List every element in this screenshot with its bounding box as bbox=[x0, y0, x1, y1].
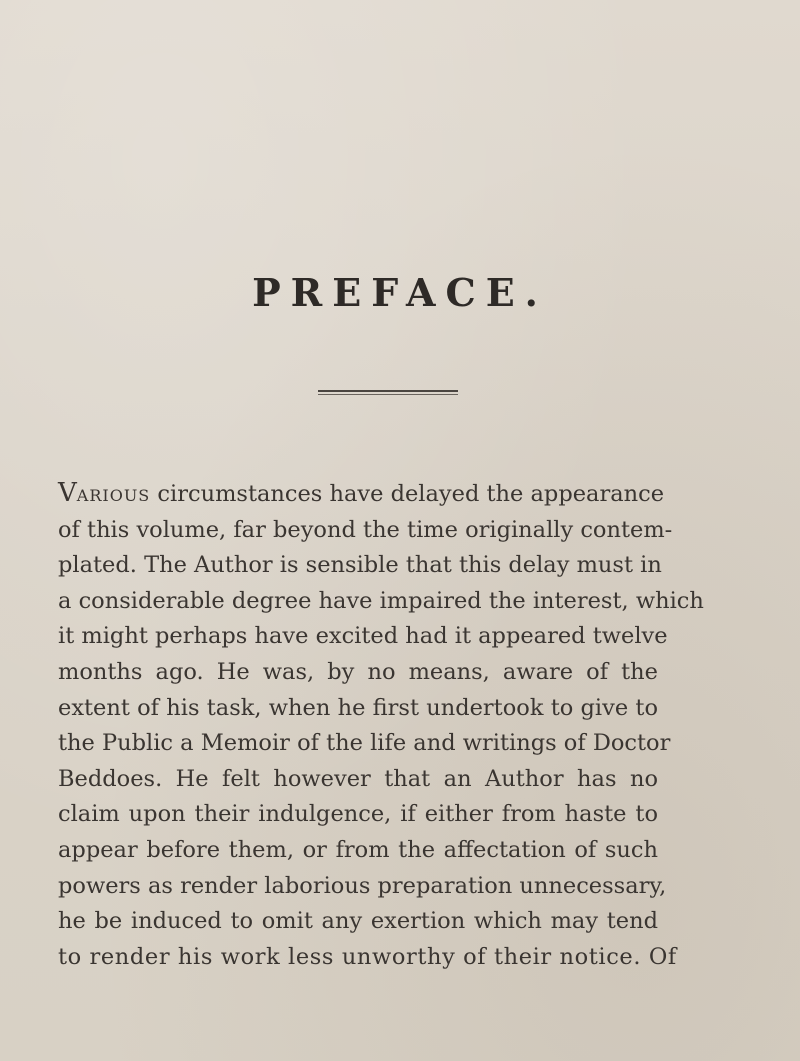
text-line-11: appear before them, or from the affectation of such bbox=[58, 836, 658, 863]
text-line-6: months ago. He was, by no means, aware of the bbox=[58, 658, 658, 685]
title-divider bbox=[318, 390, 458, 395]
text-line-7: extent of his task, when he first undertook to give to bbox=[58, 694, 658, 721]
line-text: circumstances have delayed the appearance bbox=[150, 481, 665, 507]
page-title: PREFACE. bbox=[252, 270, 548, 315]
text-line-1 bbox=[58, 476, 665, 513]
text-line-5: it might perhaps have excited had it appeared twelve bbox=[58, 623, 668, 650]
preface-body bbox=[58, 476, 704, 975]
first-word-rest: arious bbox=[76, 481, 151, 507]
text-line-9: Beddoes. He felt however that an Author has no bbox=[58, 765, 658, 792]
text-line-13: he be induced to omit any exertion which may tend bbox=[58, 908, 658, 935]
text-line-12: powers as render laborious preparation unnecessary, bbox=[58, 872, 667, 899]
text-line-2: of this volume, far beyond the time originally contem- bbox=[58, 516, 673, 543]
text-line-4: a considerable degree have impaired the interest, which bbox=[58, 587, 704, 614]
text-line-10: claim upon their indulgence, if either from haste to bbox=[58, 801, 658, 828]
text-line-3: plated. The Author is sensible that this delay must in bbox=[58, 552, 662, 579]
text-line-8: the Public a Memoir of the life and writings of Doctor bbox=[58, 730, 671, 757]
text-line-14: to render his work less unworthy of their notice. Of bbox=[58, 943, 677, 970]
initial-letter: V bbox=[58, 478, 77, 508]
